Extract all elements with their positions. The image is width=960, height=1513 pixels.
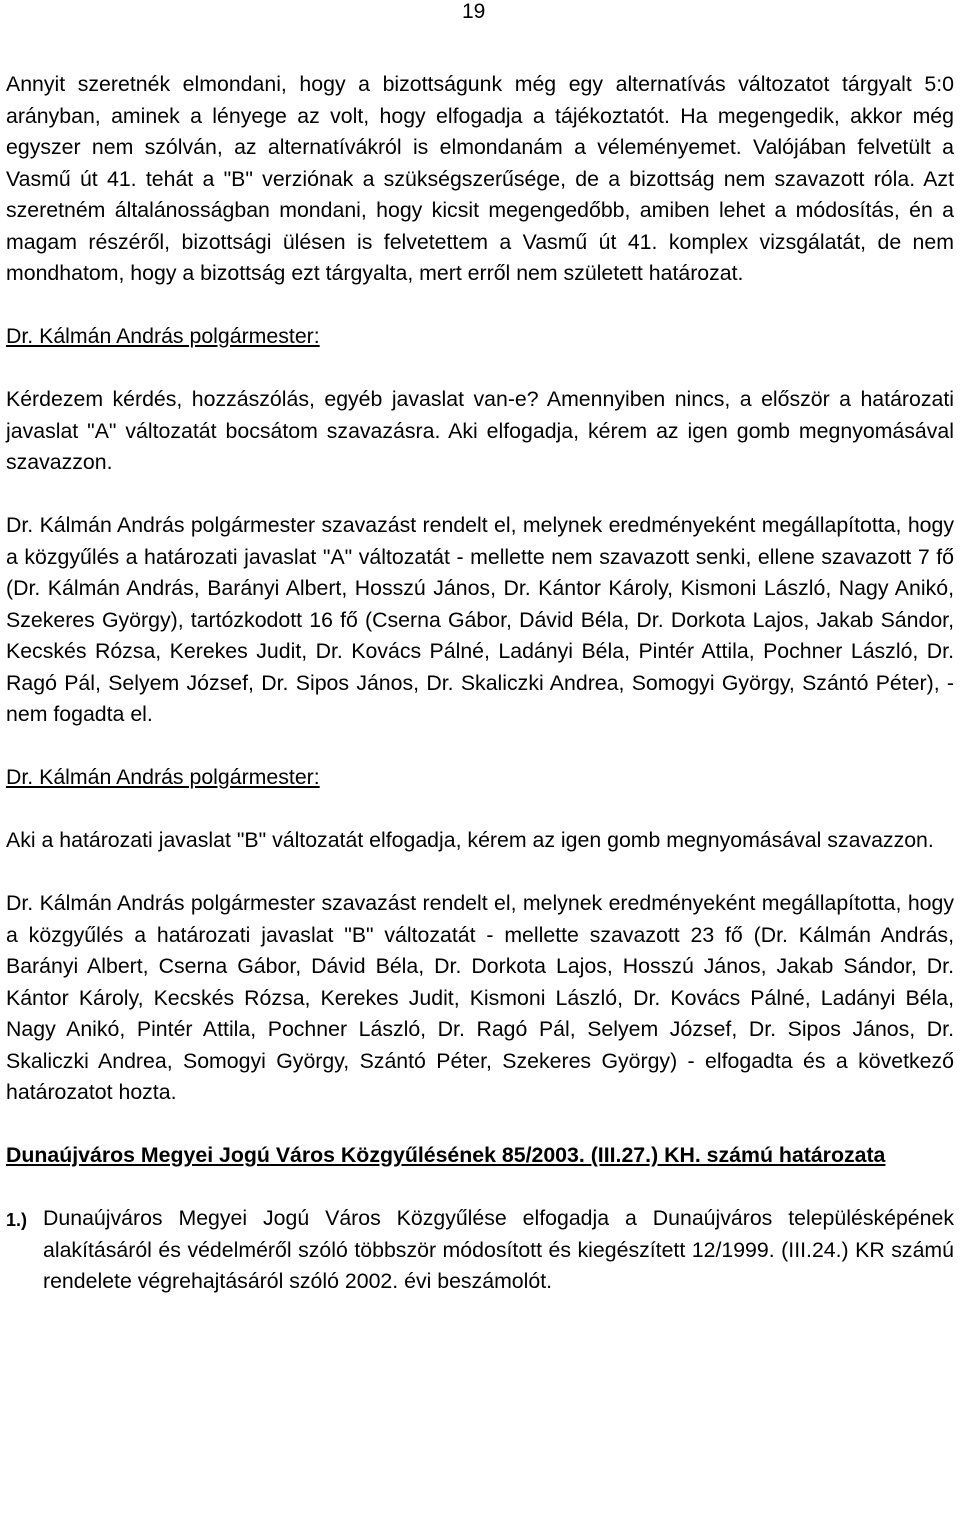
paragraph-committee-report: Annyit szeretnék elmondani, hogy a bizottságunk még egy alternatívás változatot tárgyalt 5:0 arányban, aminek a lényege az volt, hogy elfogadja a tájékoztatót. Ha megengedik, akkor még egyszer nem szólván, az alternatívákról is elmondanám a véleményemet. Valójában felvetült a Vasmű út 41. tehát a "B" verziónak a szükségszerűsége, de a bizottság nem szavazott róla. Azt szeretném általánosságban mondani, hogy kicsit megengedőbb, amiben lehet a módosítás, én a magam részéről, bizottsági ülésen is felvetettem a Vasmű út 41. komplex vizsgálatát, de nem mondhatom, hogy a bizottság ezt tárgyalta, mert erről nem született határozat.	[6, 72, 954, 285]
resolution-title: Dunaújváros Megyei Jogú Város Közgyűlésének 85/2003. (III.27.) KH. számú határozata	[6, 1143, 886, 1167]
resolution-item-number: 1.)	[6, 1210, 28, 1230]
document-body	[6, 69, 954, 1298]
speaker-heading-mayor: Dr. Kálmán András polgármester:	[6, 324, 320, 348]
paragraph-vote-result-a: Dr. Kálmán András polgármester szavazást rendelt el, melynek eredményeként megállapította, hogy a közgyűlés a határozati javaslat "A" változatát - mellette nem szavazott senki, ellene szavazott 7 fő (Dr. Kálmán András, Barányi Albert, Hosszú János, Dr. Kántor Károly, Kismoni László, Nagy Anikó, Szekeres György), tartózkodott 16 fő (Cserna Gábor, Dávid Béla, Dr. Dorkota Lajos, Jakab Sándor, Kecskés Rózsa, Kerekes Judit, Dr. Kovács Pálné, Ladányi Béla, Pintér Attila, Pochner László, Dr. Ragó Pál, Selyem József, Dr. Sipos János, Dr. Skaliczki Andrea, Somogyi György, Szántó Péter), - nem fogadta el.	[6, 513, 954, 726]
speaker-heading-mayor-2: Dr. Kálmán András polgármester:	[6, 765, 320, 789]
paragraph-question-vote-a: Kérdezem kérdés, hozzászólás, egyéb javaslat van-e? Amennyiben nincs, a először a határozati javaslat "A" változatát bocsátom szavazásra. Aki elfogadja, kérem az igen gomb megnyomásával szavazzon.	[6, 387, 954, 474]
page-number: 19	[462, 0, 486, 23]
paragraph-vote-result-b: Dr. Kálmán András polgármester szavazást rendelt el, melynek eredményeként megállapította, hogy a közgyűlés a határozati javaslat "B" változatát - mellette szavazott 23 fő (Dr. Kálmán András, Barányi Albert, Cserna Gábor, Dávid Béla, Dr. Dorkota Lajos, Hosszú János, Jakab Sándor, Dr. Kántor Károly, Kecskés Rózsa, Kerekes Judit, Kismoni László, Dr. Kovács Pálné, Ladányi Béla, Nagy Anikó, Pintér Attila, Pochner László, Dr. Ragó Pál, Selyem József, Dr. Sipos János, Dr. Skaliczki Andrea, Somogyi György, Szántó Péter, Szekeres György) - elfogadta és a következő határozatot hozta.	[6, 891, 954, 1104]
paragraph-vote-b: Aki a határozati javaslat "B" változatát elfogadja, kérem az igen gomb megnyomásával szavazzon.	[6, 828, 934, 852]
resolution-item-text: Dunaújváros Megyei Jogú Város Közgyűlése elfogadja a Dunaújváros településképének alakításáról és védelméről szóló többször módosított és kiegészített 12/1999. (III.24.) KR számú rendelete végrehajtásáról szóló 2002. évi beszámolót.	[43, 1206, 954, 1293]
resolution-item	[6, 1203, 954, 1298]
